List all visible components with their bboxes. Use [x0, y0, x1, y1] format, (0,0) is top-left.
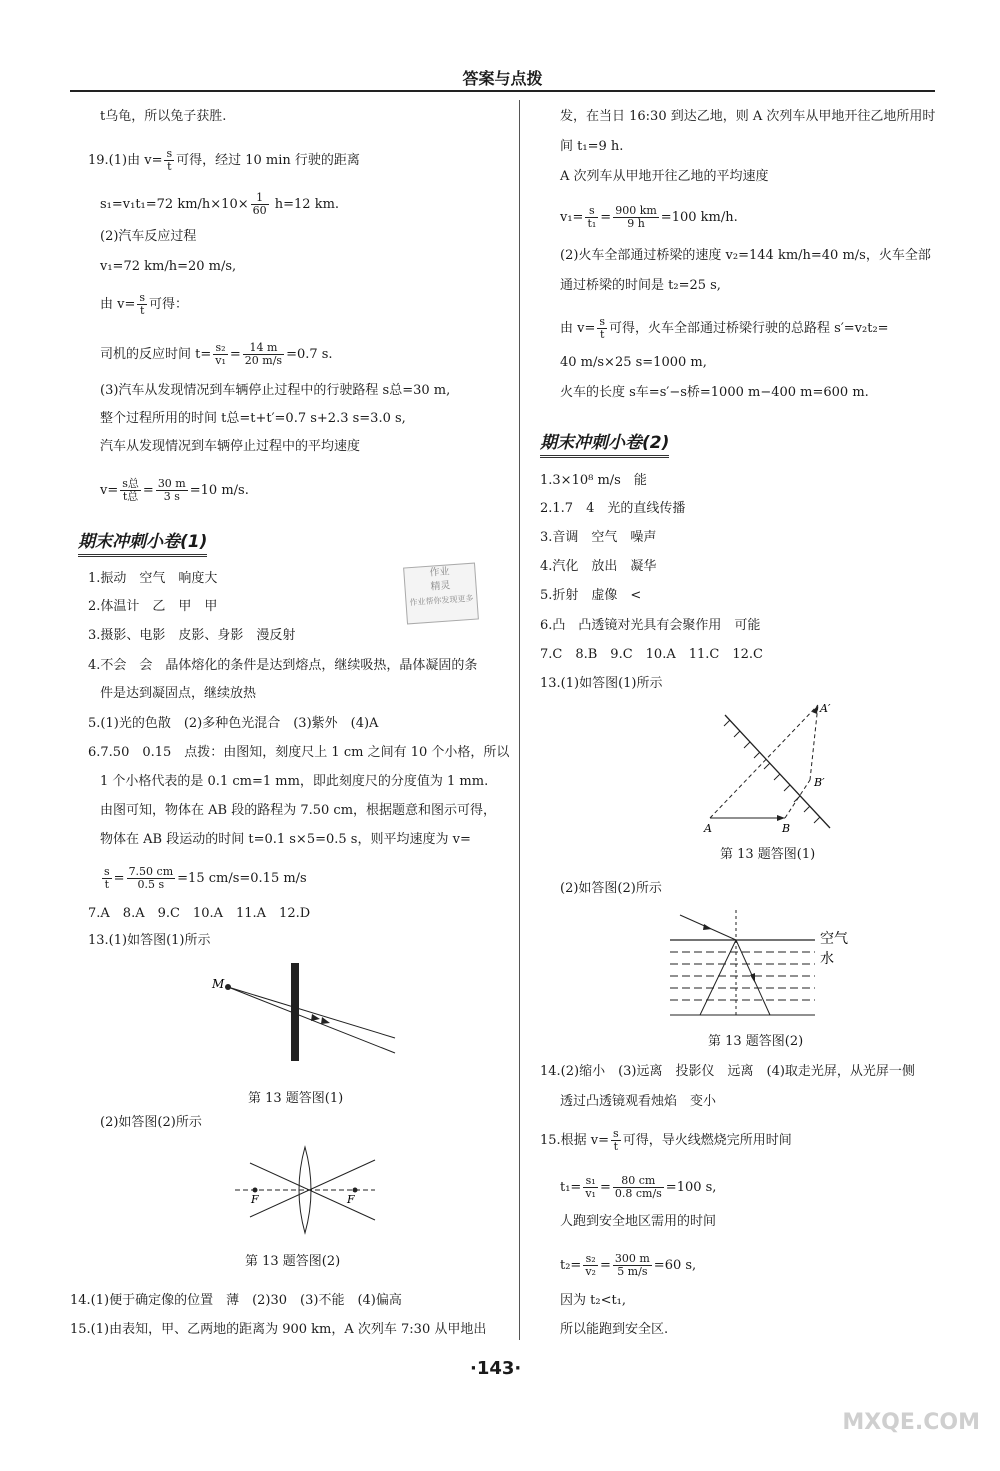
svg-text:A′: A′: [820, 702, 831, 715]
text-line: (2)汽车反应过程: [100, 229, 197, 244]
text-line: (2)火车全部通过桥梁的速度 v₂=144 km/h=40 m/s，火车全部: [560, 248, 931, 263]
figure-caption: 第 13 题答图(2): [245, 1254, 341, 1269]
svg-text:F: F: [251, 1193, 259, 1206]
header-title: 答案与点拨: [462, 69, 543, 88]
svg-text:A: A: [704, 822, 712, 835]
page-header: [70, 62, 935, 92]
answer-line: 1 个小格代表的是 0.1 cm=1 mm，即此刻度尺的分度值为 1 mm.: [100, 774, 489, 789]
q19-line: 19.(1)由 v= $\frac{s}{t}$ 可得，经过 10 min 行驶的距离: [88, 147, 360, 173]
watermark-logo: MXQE.COM: [842, 1410, 980, 1435]
text-line: 由 v= $\frac{s}{t}$ 可得，火车全部通过桥梁行驶的总路程 s′=v₂t₂=: [560, 315, 889, 341]
answer-line: 6.7.50 0.15 点拨：由图知，刻度尺上 1 cm 之间有 10 个小格，所以: [88, 745, 510, 760]
figure-caption: 第 13 题答图(1): [248, 1091, 344, 1106]
watermark-stamp: 作业 精灵 作业帮你发现更多: [403, 563, 479, 625]
diagram-refraction: [670, 905, 860, 1020]
formula-line: t₁= $\frac{\text{s₁}}{\text{v₁}}$ = $\frac{80 cm}{0.8 cm/s}$ =100 s,: [560, 1174, 717, 1200]
answer-line: 14.(1)便于确定像的位置 薄 (2)30 (3)不能 (4)偏高: [70, 1293, 402, 1308]
answer-line: (2)如答图(2)所示: [560, 881, 662, 896]
answer-line: 5.(1)光的色散 (2)多种色光混合 (3)紫外 (4)A: [88, 716, 379, 731]
diagram-pinhole: [200, 960, 400, 1065]
diagram-plane-mirror: [700, 700, 840, 835]
answer-line: 透过凸透镜观看烛焰 变小: [560, 1094, 717, 1109]
figure-caption: 第 13 题答图(2): [708, 1034, 804, 1049]
answer-line: 1.3×10⁸ m/s 能: [540, 473, 647, 488]
answer-line: 13.(1)如答图(1)所示: [88, 933, 211, 948]
section-title: 期末冲刺小卷(1): [78, 527, 207, 552]
answer-line: 3.摄影、电影 皮影、身影 漫反射: [88, 628, 296, 643]
text-line: 通过桥梁的时间是 t₂=25 s,: [560, 278, 721, 293]
diagram-convex-lens: [235, 1145, 380, 1235]
text-line: 发，在当日 16:30 到达乙地，则 A 次列车从甲地开往乙地所用时: [560, 109, 936, 124]
svg-text:M: M: [212, 977, 225, 991]
svg-text:B′: B′: [814, 776, 825, 789]
answer-line: 5.折射 虚像 <: [540, 588, 642, 603]
answer-line: 14.(2)缩小 (3)远离 投影仪 远离 (4)取走光屏，从光屏一侧: [540, 1064, 915, 1079]
svg-text:水: 水: [820, 951, 834, 967]
text-line: 人跑到安全地区需用的时间: [560, 1214, 717, 1229]
answer-line: 13.(1)如答图(1)所示: [540, 676, 663, 691]
figure-caption: 第 13 题答图(1): [720, 847, 816, 862]
column-divider: [519, 100, 520, 1340]
text-line: 由 v= $\frac{s}{t}$ 可得：: [100, 291, 189, 317]
q19-formula: 司机的反应时间 t= $\frac{\text{s₂}}{\text{v₁}}$ = $\frac{14 m}{20 m/s}$ =0.7 s.: [100, 341, 333, 367]
section-title: 期末冲刺小卷(2): [540, 428, 669, 453]
text-line: (3)汽车从发现情况到车辆停止过程中的行驶路程 s总=30 m,: [100, 383, 451, 398]
text-line: 间 t₁=9 h.: [560, 139, 624, 154]
answer-line: 4.汽化 放出 凝华: [540, 559, 657, 574]
answer-line: 1.振动 空气 响度大: [88, 571, 218, 586]
svg-text:F: F: [347, 1193, 355, 1206]
svg-text:空气: 空气: [820, 931, 848, 947]
answer-formula: $\frac{s}{t}$ = $\frac{7.50 cm}{0.5 s}$ =15 cm/s=0.15 m/s: [104, 865, 307, 891]
q19-formula: v= $\frac{\text{s总}}{\text{t总}}$ = $\frac{30 m}{3 s}$ =10 m/s.: [100, 477, 249, 503]
text-line: A 次列车从甲地开往乙地的平均速度: [560, 169, 769, 184]
text-line: 40 m/s×25 s=1000 m,: [560, 355, 707, 370]
answer-line: 2.体温计 乙 甲 甲: [88, 599, 218, 614]
answer-line: 15.(1)由表知，甲、乙两地的距离为 900 km，A 次列车 7:30 从甲地出: [70, 1322, 487, 1337]
answer-line: 7.A 8.A 9.C 10.A 11.A 12.D: [88, 906, 311, 921]
text-line: 所以能跑到安全区.: [560, 1322, 669, 1337]
text-line: 因为 t₂<t₁,: [560, 1293, 627, 1308]
text-line: 整个过程所用的时间 t总=t+t′=0.7 s+2.3 s=3.0 s,: [100, 411, 406, 426]
text-line: v₁=72 km/h=20 m/s,: [100, 259, 237, 274]
answer-line: 7.C 8.B 9.C 10.A 11.C 12.C: [540, 647, 763, 662]
answer-line: 4.不会 会 晶体熔化的条件是达到熔点，继续吸热，晶体凝固的条: [88, 658, 478, 673]
formula-line: t₂= $\frac{\text{s₂}}{\text{v₂}}$ = $\frac{300 m}{5 m/s}$ =60 s,: [560, 1252, 697, 1278]
answer-line: 15.根据 v= $\frac{s}{t}$ 可得，导火线燃烧完所用时间: [540, 1127, 792, 1153]
text-line: 汽车从发现情况到车辆停止过程中的平均速度: [100, 439, 361, 454]
text-line: t乌龟，所以兔子获胜.: [100, 109, 227, 124]
q19-formula: s₁=v₁t₁=72 km/h×10× $\frac{1}{60}$ h=12 km.: [100, 191, 340, 217]
svg-text:B: B: [782, 822, 791, 835]
text-line: 火车的长度 s车=s′−s桥=1000 m−400 m=600 m.: [560, 385, 869, 400]
answer-line: 件是达到凝固点，继续放热: [100, 686, 257, 701]
page-number: ·143·: [470, 1358, 522, 1379]
answer-line: 6.凸 凸透镜对光具有会聚作用 可能: [540, 618, 761, 633]
answer-line: 物体在 AB 段运动的时间 t=0.1 s×5=0.5 s，则平均速度为 v=: [100, 832, 471, 847]
formula-line: v₁= $\frac{s}{\text{t₁}}$ = $\frac{900 km}{9 h}$ =100 km/h.: [560, 204, 738, 230]
answer-line: (2)如答图(2)所示: [100, 1115, 202, 1130]
answer-line: 3.音调 空气 噪声: [540, 530, 657, 545]
answer-line: 2.1.7 4 光的直线传播: [540, 501, 686, 516]
answer-line: 由图可知，物体在 AB 段的路程为 7.50 cm，根据题意和图示可得，: [100, 803, 497, 818]
